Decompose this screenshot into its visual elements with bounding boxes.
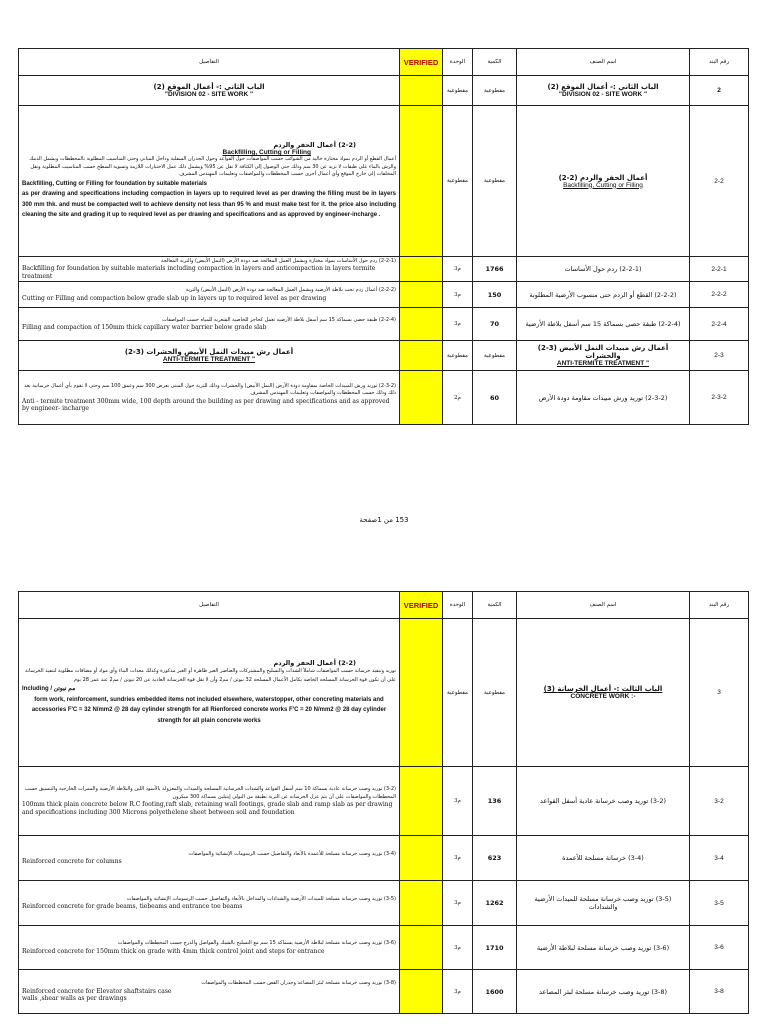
header-unit: الوحدة	[443, 49, 473, 76]
qty-cell: 70	[473, 308, 517, 341]
verified-cell	[400, 371, 443, 425]
item-no-cell: 2	[690, 76, 749, 106]
unit-cell: م3	[443, 881, 473, 926]
section-details-cell	[19, 341, 400, 371]
item-name-cell: (2-2-1) ردم حول الأساسات	[517, 257, 690, 282]
division-details-cell	[19, 76, 400, 106]
verified-cell	[400, 767, 443, 836]
header-item-no: رقم البند	[690, 49, 749, 76]
header-verified: VERIFIED	[400, 592, 443, 619]
row-desc-en: Reinforced concrete for 150mm thick on grade with 4mm thick control joint and steps for entrance	[22, 947, 325, 955]
table-row	[19, 836, 749, 881]
division-title-ar: (2) الباب الثاني :- أعمال الموقع	[153, 83, 265, 91]
table-header-row	[19, 49, 749, 76]
qty-cell: 1710	[473, 926, 517, 970]
row-desc-ar: (3-2) توريد وصب خرسانة عادية بسماكة 10 سم أسفل القواعد والشدات الخرسانية المسلحة والميدات والمعزولة بالأسود اللبن والبلاطة الأرضية والممرات الخارجية والتنسيق حسب المخططات والمواصفات على أن يتم عزل الخرسانة عن التربة بطبقة من البولي إيثيلين بسماكة 300 ميكرون	[24, 786, 396, 800]
verified-cell	[400, 970, 443, 1014]
boq-table-page2	[18, 591, 749, 1014]
item-no-cell: 2-2-4	[690, 308, 749, 341]
item-name-en: CONCRETE WORK :-	[570, 693, 636, 700]
verified-cell	[400, 308, 443, 341]
verified-cell	[400, 257, 443, 282]
qty-cell: مقطوعية	[473, 619, 517, 767]
section-heading-en: Backfilling, Cutting or Filling	[222, 149, 311, 157]
section-heading-ar: (2-2) أعمال الحفر والردم	[273, 141, 356, 150]
item-name-ar: (3) الباب الثالث :- أعمال الخرسانة	[543, 685, 663, 693]
qty-cell: 1262	[473, 881, 517, 926]
row-desc-en: Backfilling for foundation by suitable materials including compaction in layers and anticompaction in layers termite treatment	[22, 265, 376, 280]
unit-cell: م3	[443, 926, 473, 970]
row-desc-en: Filling and compaction of 150mm thick capillary water barrier below grade slab	[22, 324, 267, 331]
row-details-cell	[19, 836, 400, 881]
row-desc-en-2: walls ,shear walls as per drawings	[22, 995, 127, 1003]
item-name-cell	[517, 106, 690, 257]
row-details-cell	[19, 371, 400, 425]
table-row	[19, 341, 749, 371]
unit-cell: مقطوعية	[443, 341, 473, 371]
header-details: التفاصيل	[19, 592, 400, 619]
qty-cell: مقطوعية	[473, 76, 517, 106]
table-row	[19, 619, 749, 767]
row-desc-ar: (2-2-4) طبقة حصى بسماكة 15 سم أسفل بلاطة الأرضية تعمل كحاجز للخاصية الشعرية للمياه حسب المواصفات	[162, 316, 396, 323]
header-qty: الكمية	[473, 592, 517, 619]
unit-cell: مقطوعية	[443, 106, 473, 257]
qty-cell: 1600	[473, 970, 517, 1014]
section-details-cell	[19, 106, 400, 257]
division-desc-en-2: form work, reinforcement, sundries embedded items not included elsewhere, waterstopper, other concreting materials and accessories F'C = 32 N/mm2 @ 28 day cylinder strength for all Rienforced concrete works F'C = 20 N/mm2 @ 28 day cylinder strength for all plain concrete works	[31, 696, 387, 724]
row-details-cell	[19, 282, 400, 308]
qty-cell: 1766	[473, 257, 517, 282]
item-no-cell: 3-6	[690, 926, 749, 970]
header-item-no: رقم البند	[690, 592, 749, 619]
row-details-cell	[19, 926, 400, 970]
item-name-cell: (3-5) توريد وصب خرسانة مسلحة للميدات الأرضية والشدادات	[517, 881, 690, 926]
section-desc-en-1: Backfilling, Cutting or Filling for foundation by suitable materials	[22, 180, 208, 187]
section-desc-en-2: as per drawing and specifications including compaction in layers up to required level as per drawing the filling must be in layers 300 mm thk. and must be compacted well to achieve density not less than 95 % and must make test for it. the price also including cleaning the site and grading it up to required level as per drawing and specifications and as approved by engineer-incharge .	[22, 191, 396, 219]
item-no-cell: 2-2-1	[690, 257, 749, 282]
row-desc-ar: (3-6) توريد وصب خرسانة مسلحة لبلاطة الأرضية بسماكة 15 سم مع التسليح بالشبك والفواصل والدرج حسب المخططات والمواصفات	[117, 940, 396, 946]
qty-cell: مقطوعية	[473, 341, 517, 371]
item-name-cell	[517, 341, 690, 371]
item-name-cell: (3-6) توريد وصب خرسانة مسلحة لبلاطة الأرضية	[517, 926, 690, 970]
unit-cell: م3	[443, 282, 473, 308]
section-desc-ar: أعمال القطع أو الردم بمواد مختارة خالية من الشوائب حسب المواصفات حول القواعد وحول الجدران السفلية وداخل المباني وحتى المناسيب المطلوبة بالمخططات ويشمل الدمك والرش بالماء على طبقات لا تزيد عن 30 سم وذلك حتى الوصول إلى الكثافة لا تقل عن 95% ويشمل ذلك عمل الاختبارات اللازمة وتسوية السطح حسب المناسيب المطلوبة ونقل المخلفات إلى خارج الموقع وأي أعمال أخرى حسب المخططات والمواصفات وتعليمات المهندس المشرف	[29, 156, 396, 178]
item-no-cell: 2-3-2	[690, 371, 749, 425]
item-name-ar: (2-3) أعمال رش مبيدات النمل الأبيض والحشرات	[537, 344, 669, 360]
header-verified: VERIFIED	[400, 49, 443, 76]
unit-cell: م3	[443, 970, 473, 1014]
qty-cell: 60	[473, 371, 517, 425]
division-title-en: "DIVISION 02 - SITE WORK "	[164, 91, 254, 98]
item-name-en: "DIVISION 02 - SITE WORK "	[558, 91, 648, 98]
header-item-name: اسم الصنف	[517, 49, 690, 76]
item-no-cell: 3-2	[690, 767, 749, 836]
verified-cell	[400, 282, 443, 308]
row-desc-en: Reinforced concrete for columns	[22, 858, 122, 865]
row-desc-ar: (2-3-2) توريد ورش المبيدات الخاصة بمقاومة دودة الأرض (النمل الأبيض) والحشرات وذلك للتربة حول المبنى بعرض 300 سم وعمق 100 سم وحتى لا تقوم بأي أعمال خرسانية بعد ذلك وذلك حسب المخططات والمواصفات وتعليمات المهندس المشرف	[24, 382, 396, 396]
item-no-cell: 3-8	[690, 970, 749, 1014]
row-desc-en: Reinforced concrete for grade beams, tiebeams and entrance toe beams	[22, 903, 243, 910]
item-name-cell: (3-2) توريد وصب خرسانة عادية أسفل القواعد	[517, 767, 690, 836]
item-no-cell: 3-4	[690, 836, 749, 881]
item-name-cell: (2-3-2) توريد ورش مبيدات مقاومة دودة الأرض	[517, 371, 690, 425]
verified-cell	[400, 881, 443, 926]
qty-cell: 150	[473, 282, 517, 308]
header-qty: الكمية	[473, 49, 517, 76]
item-name-cell	[517, 76, 690, 106]
row-desc-en: Anti - termite treatment 300mm wide, 100 depth around the building as per drawing and specifications and as approved by engineer- incharge	[22, 397, 390, 412]
item-name-cell	[517, 619, 690, 767]
division-heading-ar: (2-2) أعمال الحفر والردم	[273, 658, 356, 667]
row-desc-ar: (3-5) توريد وصب خرسانة مسلحة للميدات الأرضية والشدادات والمداخل بالأبعاد والتفاصيل حسب الرسومات الإنشائية والمواصفات	[126, 895, 396, 902]
qty-cell: 136	[473, 767, 517, 836]
unit-cell: م2	[443, 371, 473, 425]
unit-cell: م3	[443, 308, 473, 341]
header-details: التفاصيل	[19, 49, 400, 76]
row-desc-en: Cutting or Filling and compaction below grade slab up in layers up to required level as per drawing	[22, 294, 327, 302]
item-name-en: ANTI-TERMITE TREATMENT "	[556, 360, 650, 367]
unit-cell: مقطوعية	[443, 619, 473, 767]
page-number: 153 من 1صفحة	[359, 516, 409, 524]
header-item-name: اسم الصنف	[517, 592, 690, 619]
verified-cell	[400, 106, 443, 257]
table-row	[19, 881, 749, 926]
verified-cell	[400, 619, 443, 767]
verified-cell	[400, 76, 443, 106]
table-row	[19, 970, 749, 1014]
qty-cell: مقطوعية	[473, 106, 517, 257]
row-details-cell	[19, 970, 400, 1014]
division-desc-ar: توريد وتنفيذ خرسانة حسب المواصفات شاملاً الشدات والتسليح والمشتركات والعناصر الغير ظاهرة أو الغير مذكورة وكذلك معدات البناء وأي مواد أو مضافات مطلوبة لتنفيذ الخرسانة على أن تكون قوة الخرسانة المسلحة الخاصة بكامل الأعمال المسلحة 32 نيوتن / مم2 وأن لا تقل قوة الخرسانة العادية عن 20 نيوتن / مم2 عند عمر 28 يوم	[24, 667, 396, 683]
item-name-ar: (2-2) أعمال الحفر والردم	[558, 173, 648, 182]
item-name-en: Backfilling, Cutting or Filling	[563, 181, 643, 189]
item-name-cell: (3-4) خرسانة مسلحة للأعمدة	[517, 836, 690, 881]
table-row	[19, 76, 749, 106]
item-name-cell: (3-8) توريد وصب خرسانة مسلحة لبئر المصاعد	[517, 970, 690, 1014]
row-details-cell	[19, 767, 400, 836]
item-no-cell: 2-3	[690, 341, 749, 371]
unit-cell: م3	[443, 257, 473, 282]
table-row	[19, 767, 749, 836]
item-name-cell: (2-2-4) طبقة حصى بسماكة 15 سم أسفل بلاطة الأرضية	[517, 308, 690, 341]
unit-cell: م3	[443, 836, 473, 881]
verified-cell	[400, 341, 443, 371]
qty-cell: 623	[473, 836, 517, 881]
table-row	[19, 106, 749, 257]
header-unit: الوحدة	[443, 592, 473, 619]
item-no-cell: 2-2	[690, 106, 749, 257]
table-row	[19, 926, 749, 970]
row-desc-ar: (2-2-2) أعمال ردم تحت بلاطة الأرضية ويشمل العمل المعالجة ضد دودة الأرض (النمل الأبيض) والتربة	[185, 287, 396, 293]
verified-cell	[400, 926, 443, 970]
item-no-cell: 2-2-2	[690, 282, 749, 308]
item-name-cell: (2-2-2) القطع أو الردم حتى منسوب الأرضية المطلوبة	[517, 282, 690, 308]
table-row	[19, 257, 749, 282]
row-desc-en: 100mm thick plain concrete below R.C footing,raft slab, retaining wall footings, grade slab and ramp slab as per drawing and specifications including 300 Microns polyethelene sheet between soil and foundation	[22, 801, 393, 816]
division-details-cell	[19, 619, 400, 767]
row-desc-en-1: Reinforced concrete for Elevator shaftstairs case	[22, 987, 172, 995]
boq-table-page1	[18, 48, 749, 425]
item-no-cell: 3	[690, 619, 749, 767]
verified-cell	[400, 836, 443, 881]
item-no-cell: 3-5	[690, 881, 749, 926]
row-desc-ar: (3-8) توريد وصب خرسانة مسلحة لبئر المصاعد وجدران القص حسب المخططات والمواصفات	[201, 980, 396, 987]
section-heading-en: ANTI-TERMITE TREATMENT "	[162, 356, 256, 363]
table-row	[19, 308, 749, 341]
row-desc-ar: (2-2-1) ردم حول الأساسات بمواد مختارة ويشمل العمل المعالجة ضد دودة الأرض (النمل الأبيض) والتربة المعالجة	[160, 257, 396, 264]
table-row	[19, 371, 749, 425]
row-details-cell	[19, 881, 400, 926]
item-name-ar: (2) الباب الثاني :- أعمال الموقع	[547, 83, 659, 91]
section-heading-ar: (2-3) أعمال رش مبيدات النمل الأبيض والحشرات	[124, 348, 294, 356]
table-row	[19, 282, 749, 308]
unit-cell: مقطوعية	[443, 76, 473, 106]
unit-cell: م3	[443, 767, 473, 836]
row-desc-ar: (3-4) توريد وصب خرسانة مسلحة للأعمدة بالأبعاد والتفاصيل حسب الرسومات الإنشائية والمواصفات	[188, 850, 396, 857]
row-details-cell	[19, 308, 400, 341]
table-header-row	[19, 592, 749, 619]
row-details-cell	[19, 257, 400, 282]
division-desc-en-1: Including / مم نيوتن	[22, 686, 76, 693]
